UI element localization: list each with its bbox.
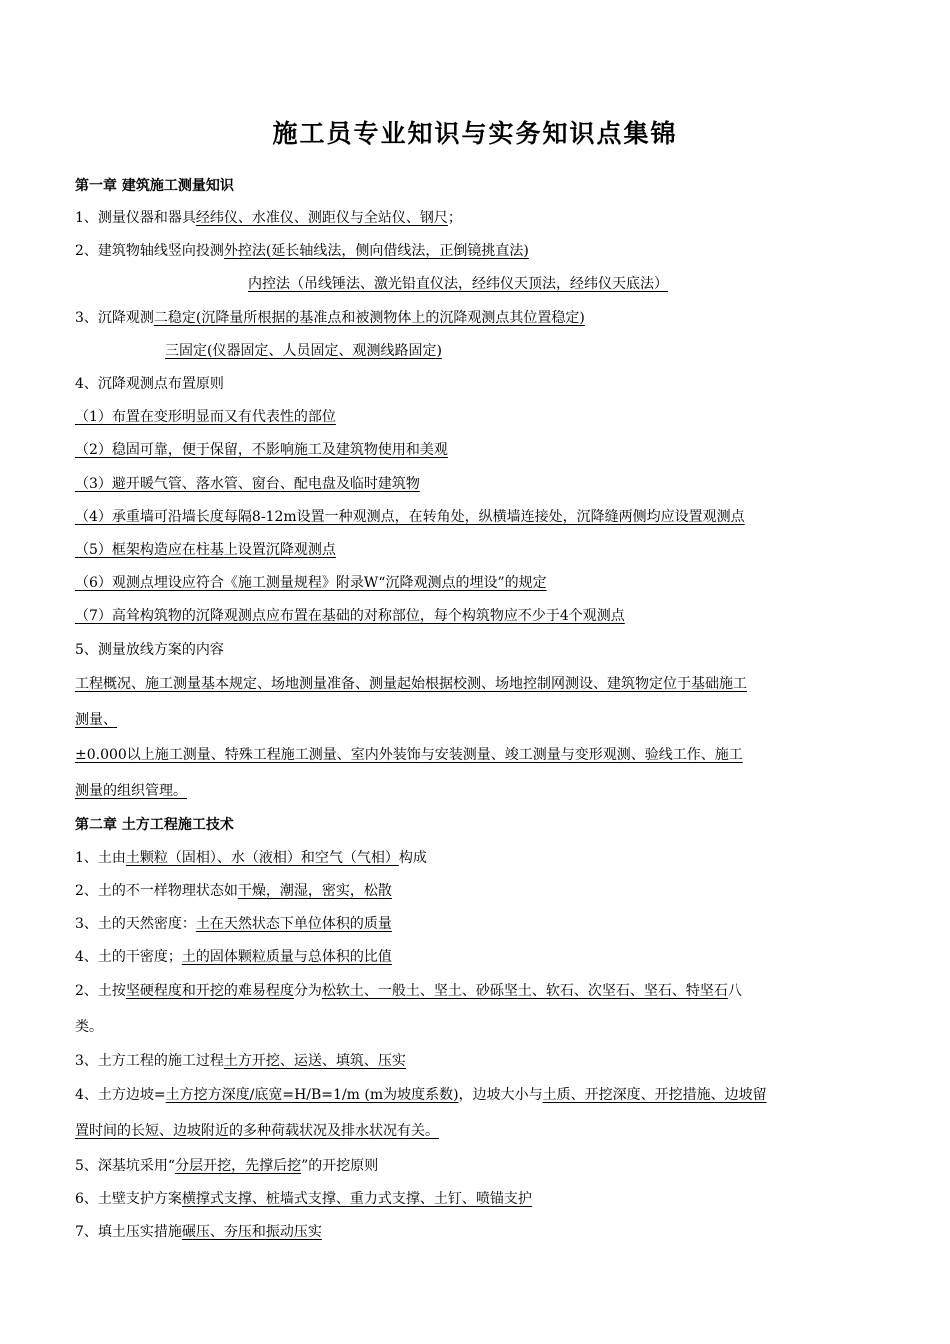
underlined-text: （7）高耸构筑物的沉降观测点应布置在基础的对称部位，每个构筑物应不少于4个观测点 <box>75 608 625 624</box>
text: 2、土的不一样物理状态如 <box>75 883 238 899</box>
ch1-principle-1 <box>75 406 885 428</box>
underlined-text: 分层开挖，先撑后挖 <box>175 1158 302 1174</box>
text: 分为 <box>293 983 322 999</box>
underlined-text: ±0.000以上施工测量、特殊工程施工测量、室内外装饰与安装测量、竣工测量与变形观测、验线工作、施工 <box>75 747 743 763</box>
underlined-text: 碾压、夯压和振动压实 <box>181 1224 322 1240</box>
underlined-text: 土的固体颗粒质量与总体积的比值 <box>181 949 392 965</box>
ch1-item-5-line-a <box>75 673 885 695</box>
underlined-text: 测量的组织管理。 <box>75 783 187 799</box>
ch1-item-5-line-d <box>75 780 885 802</box>
chapter-2-heading: 第二章 土方工程施工技术 <box>75 817 234 833</box>
text: 3、土方工程的施工过程 <box>75 1053 224 1069</box>
underlined-text: 松软土、一般土、坚土、砂砾坚土、软石、次坚石、坚石、特坚石 <box>321 983 728 999</box>
text: 1、土由 <box>75 850 126 866</box>
underlined-text: 土颗粒（固相）、水（液相）和空气（气相） <box>125 850 399 866</box>
ch1-principle-3 <box>75 473 885 495</box>
ch2-item-1 <box>75 847 885 869</box>
ch1-item-5-line-c <box>75 744 885 766</box>
ch2-item-7 <box>75 1084 885 1106</box>
ch1-item-5: 5、测量放线方案的内容 <box>75 642 224 658</box>
text: 八 <box>727 983 742 999</box>
underlined-text: 经纬仪、水准仪、测距仪与全站仪、钢尺 <box>195 210 448 226</box>
ch2-item-5 <box>75 980 885 1002</box>
text: 4、土的干密度； <box>75 949 182 965</box>
ch1-principle-4 <box>75 506 885 528</box>
text: 1、测量仪器和器具 <box>75 210 196 226</box>
underlined-text: 置时间的长短、边坡附近的多种荷载状况及排水状况有关。 <box>75 1123 439 1139</box>
ch2-item-6 <box>75 1050 885 1072</box>
underlined-text: （1）布置在变形明显而又有代表性的部位 <box>75 409 336 425</box>
text: 3、土的天然密度： <box>75 916 196 932</box>
ch2-item-7-continued <box>75 1120 885 1142</box>
underlined-text: 土方开挖、运送、填筑、压实 <box>223 1053 406 1069</box>
text: 2、土按 <box>75 983 126 999</box>
underlined-text: 横撑式支撑、桩墙式支撑、重力式支撑、土钉、喷锚支护 <box>181 1191 532 1207</box>
underlined-text: 二稳定(沉降量所根据的基准点和被测物体上的沉降观测点其位置稳定) <box>153 310 585 326</box>
underlined-text: 土在天然状态下单位体积的质量 <box>195 916 392 932</box>
ch1-item-3 <box>75 307 885 329</box>
underlined-text: 坚硬程度和开挖的难易程度 <box>125 983 294 999</box>
text: 7、填土压实措施 <box>75 1224 182 1240</box>
underlined-text: 三固定(仪器固定、人员固定、观测线路固定) <box>165 343 442 359</box>
underlined-text: （4）承重墙可沿墙长度每隔8-12m设置一种观测点，在转角处，纵横墙连接处，沉降缝两侧均应设置观测点 <box>75 509 745 525</box>
ch1-principle-7 <box>75 605 885 627</box>
underlined-text: 外控法(延长轴线法，侧向借线法，正倒镜挑直法) <box>223 243 529 259</box>
text: ，边坡大小与 <box>458 1087 543 1103</box>
underlined-text: 土方挖方深度/底宽=H/B=1/m (m为坡度系数) <box>165 1087 459 1103</box>
underlined-text: （2）稳固可靠，便于保留，不影响施工及建筑物使用和美观 <box>75 442 448 458</box>
underlined-text: 土质、开挖深度、开挖措施、边坡留 <box>542 1087 767 1103</box>
ch1-item-1 <box>75 207 885 229</box>
text: 2、建筑物轴线竖向投测 <box>75 243 224 259</box>
ch2-item-10 <box>75 1221 885 1243</box>
underlined-text: 测量、 <box>75 712 117 728</box>
ch2-item-5-continued: 类。 <box>75 1019 103 1035</box>
ch1-item-3-continued <box>165 340 950 362</box>
underlined-text: （6）观测点埋设应符合《施工测量规程》附录W“沉降观测点的埋设”的规定 <box>75 575 547 591</box>
text: 6、土壁支护方案 <box>75 1191 182 1207</box>
text: ”的开挖原则 <box>301 1158 379 1174</box>
ch1-principle-2 <box>75 439 885 461</box>
ch2-item-9 <box>75 1188 885 1210</box>
ch1-principle-5 <box>75 539 885 561</box>
text: 构成 <box>398 850 427 866</box>
text: 3、沉降观测 <box>75 310 154 326</box>
ch1-principle-6 <box>75 572 885 594</box>
ch1-item-5-line-b <box>75 709 885 731</box>
ch1-item-4: 4、沉降观测点布置原则 <box>75 376 224 392</box>
underlined-text: 干燥，潮湿，密实，松散 <box>237 883 392 899</box>
page-title: 施工员专业知识与实务知识点集锦 <box>272 119 678 148</box>
ch2-item-2 <box>75 880 885 902</box>
ch2-item-4 <box>75 946 885 968</box>
ch2-item-3 <box>75 913 885 935</box>
chapter-1-heading: 第一章 建筑施工测量知识 <box>75 178 234 194</box>
text: ； <box>447 210 462 226</box>
underlined-text: （3）避开暖气管、落水管、窗台、配电盘及临时建筑物 <box>75 476 420 492</box>
text: 5、深基坑采用“ <box>75 1158 176 1174</box>
ch1-item-2-continued <box>248 273 950 295</box>
text: 4、土方边坡= <box>75 1087 166 1103</box>
underlined-text: 内控法（吊线锤法、激光铅直仪法，经纬仪天顶法，经纬仪天底法） <box>248 276 668 292</box>
underlined-text: （5）框架构造应在柱基上设置沉降观测点 <box>75 542 336 558</box>
ch2-item-8 <box>75 1155 885 1177</box>
ch1-item-2 <box>75 240 885 262</box>
underlined-text: 工程概况、施工测量基本规定、场地测量准备、测量起始根据校测、场地控制网测设、建筑物定位于基础施工 <box>75 676 747 692</box>
